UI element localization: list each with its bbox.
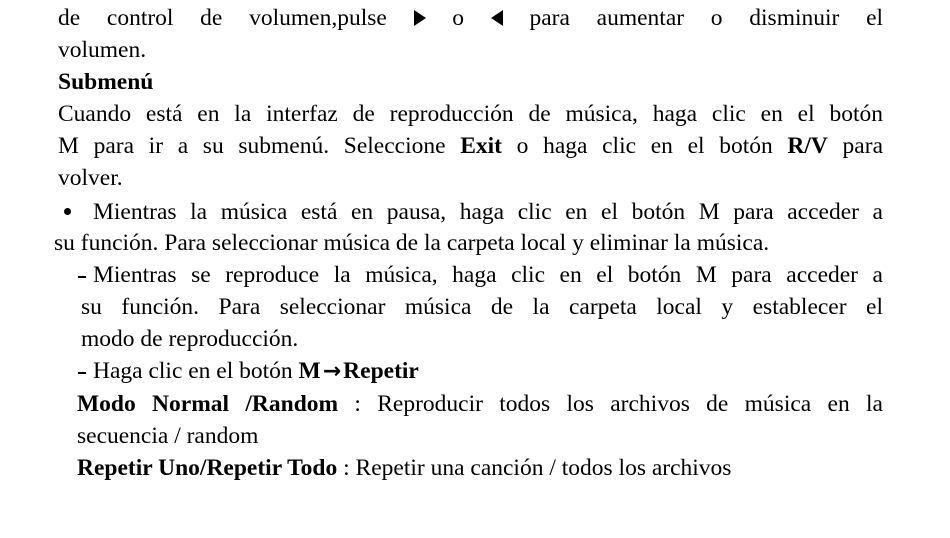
left-triangle-icon xyxy=(491,10,503,26)
dash-bullet-icon xyxy=(78,372,86,374)
bullet-dot-icon xyxy=(64,208,71,215)
repeat-bullet-line: Haga clic en el botón M→Repetir xyxy=(78,356,903,387)
submenu-heading: Submenú xyxy=(58,69,154,95)
paused-bullet-line-1: Mientras la música está en pausa, haga clic en el botón M para acceder a xyxy=(58,197,883,228)
playing-bullet-line-1: Mientras se reproduce la música, haga clic en el botón M para acceder a xyxy=(78,260,883,291)
paused-bullet-line-2: su función. Para seleccionar música de la carpeta local y eliminar la música. xyxy=(54,230,770,256)
text-volume-control: de control de volumen,pulse xyxy=(58,5,387,31)
text-increase-decrease: para aumentar o disminuir el xyxy=(529,5,884,31)
m-button-label: M xyxy=(298,358,321,384)
submenu-line-2: M para ir a su submenú. Seleccione Exit o haga clic en el botón R/V para xyxy=(58,133,883,159)
volume-line-1 xyxy=(58,3,883,34)
mode-normal-line-2: secuencia / random xyxy=(77,423,259,449)
mode-repeat-line: Repetir Uno/Repetir Todo : Repetir una canción / todos los archivos xyxy=(77,455,732,481)
playing-bullet-line-2: su función. Para seleccionar música de la carpeta local y establecer el xyxy=(81,294,883,320)
repeat-label: Repetir xyxy=(343,358,419,384)
text-or: o xyxy=(452,5,465,31)
submenu-line-1: Cuando está en la interfaz de reproducción de música, haga clic en el botón xyxy=(58,101,883,127)
right-arrow-icon: → xyxy=(322,359,342,384)
mode-repeat-label: Repetir Uno/Repetir Todo xyxy=(77,455,338,481)
exit-label: Exit xyxy=(460,133,502,159)
mode-normal-label: Modo Normal /Random xyxy=(77,391,339,417)
volume-line-2: volumen. xyxy=(58,37,147,63)
submenu-line-3: volver. xyxy=(58,165,123,191)
play-right-triangle-icon xyxy=(414,10,426,26)
mode-normal-line-1: Modo Normal /Random : Reproducir todos los archivos de música en la xyxy=(77,391,883,417)
playing-bullet-line-3: modo de reproducción. xyxy=(81,326,299,352)
rv-label: R/V xyxy=(787,133,828,159)
dash-bullet-icon xyxy=(78,276,86,278)
